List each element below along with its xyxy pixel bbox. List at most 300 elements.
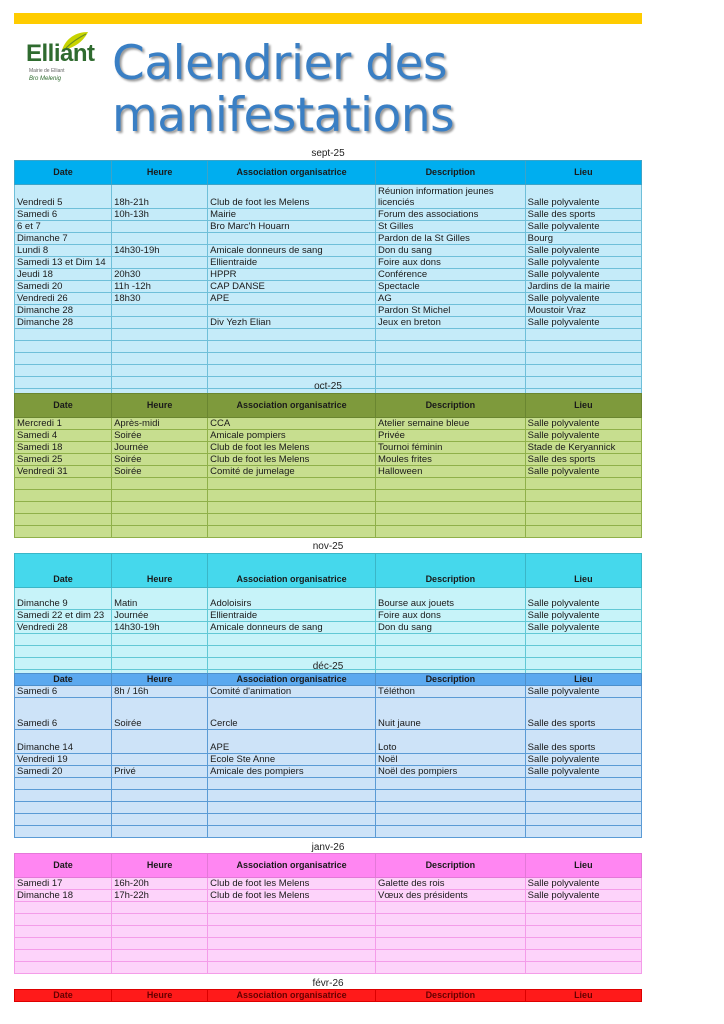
description-cell (376, 814, 526, 826)
time-cell (112, 514, 208, 526)
col-header-description: Description (376, 554, 526, 588)
event-row (15, 317, 642, 329)
association-cell: Comité de jumelage (208, 466, 376, 478)
date-cell: Samedi 13 et Dim 14 (15, 257, 112, 269)
time-cell: Soirée (112, 698, 208, 730)
description-cell: Don du sang (376, 622, 526, 634)
event-row (15, 610, 642, 622)
description-cell (376, 634, 526, 646)
association-cell (208, 814, 376, 826)
col-header-association: Association organisatrice (208, 990, 376, 1002)
table-feb (14, 989, 642, 1002)
description-cell (376, 914, 526, 926)
description-cell: Halloween (376, 466, 526, 478)
date-cell: Dimanche 28 (15, 305, 112, 317)
empty-row (15, 353, 642, 365)
empty-row (15, 514, 642, 526)
association-cell: CCA (208, 418, 376, 430)
empty-row (15, 950, 642, 962)
month-label-dec: déc-25 (312, 661, 344, 672)
date-cell: Vendredi 19 (15, 754, 112, 766)
col-header-description: Description (376, 394, 526, 418)
association-cell (208, 646, 376, 658)
empty-row (15, 365, 642, 377)
col-header-description: Description (376, 161, 526, 185)
empty-row (15, 341, 642, 353)
association-cell: Ecole Ste Anne (208, 754, 376, 766)
place-cell: Salle polyvalente (525, 610, 641, 622)
date-cell: Samedi 20 (15, 766, 112, 778)
description-cell: Conférence (376, 269, 526, 281)
time-cell (112, 365, 208, 377)
place-cell (525, 329, 641, 341)
time-cell (112, 950, 208, 962)
time-cell (112, 221, 208, 233)
date-cell (15, 502, 112, 514)
association-cell: APE (208, 293, 376, 305)
date-cell: Lundi 8 (15, 245, 112, 257)
time-cell (112, 646, 208, 658)
empty-row (15, 790, 642, 802)
date-cell (15, 802, 112, 814)
place-cell (525, 778, 641, 790)
col-header-association: Association organisatrice (208, 394, 376, 418)
time-cell: 8h / 16h (112, 686, 208, 698)
association-cell (208, 634, 376, 646)
col-header-association: Association organisatrice (208, 854, 376, 878)
date-cell (15, 902, 112, 914)
time-cell (112, 341, 208, 353)
col-header-place: Lieu (525, 854, 641, 878)
date-cell: Jeudi 18 (15, 269, 112, 281)
description-cell: Galette des rois (376, 878, 526, 890)
association-cell: Cercle (208, 698, 376, 730)
description-cell: AG (376, 293, 526, 305)
time-cell: Privé (112, 766, 208, 778)
event-row (15, 418, 642, 430)
place-cell: Salle polyvalente (525, 317, 641, 329)
col-header-place: Lieu (525, 990, 641, 1002)
description-cell (376, 778, 526, 790)
event-row (15, 245, 642, 257)
col-header-place: Lieu (525, 161, 641, 185)
empty-row (15, 502, 642, 514)
date-cell (15, 938, 112, 950)
top-accent-bar (14, 13, 642, 24)
empty-row (15, 914, 642, 926)
date-cell: Vendredi 28 (15, 622, 112, 634)
time-cell (112, 526, 208, 538)
date-cell: Vendredi 5 (15, 185, 112, 209)
association-cell: Mairie (208, 209, 376, 221)
empty-row (15, 902, 642, 914)
description-cell (376, 926, 526, 938)
event-row (15, 622, 642, 634)
association-cell: Ellientraide (208, 257, 376, 269)
description-cell (376, 646, 526, 658)
description-cell (376, 526, 526, 538)
event-row (15, 281, 642, 293)
date-cell: Dimanche 9 (15, 588, 112, 610)
association-cell (208, 514, 376, 526)
place-cell: Salle polyvalente (525, 257, 641, 269)
time-cell: 14h30-19h (112, 245, 208, 257)
place-cell (525, 814, 641, 826)
time-cell: Matin (112, 588, 208, 610)
description-cell: Forum des associations (376, 209, 526, 221)
description-cell: Pardon St Michel (376, 305, 526, 317)
date-cell (15, 814, 112, 826)
association-cell: Club de foot les Melens (208, 442, 376, 454)
place-cell: Salle polyvalente (525, 293, 641, 305)
description-cell: St Gilles (376, 221, 526, 233)
table-sep (14, 160, 642, 401)
time-cell (112, 233, 208, 245)
time-cell (112, 914, 208, 926)
col-header-place: Lieu (525, 394, 641, 418)
description-cell (376, 962, 526, 974)
col-header-time: Heure (112, 161, 208, 185)
time-cell: Soirée (112, 454, 208, 466)
description-cell: Nuit jaune (376, 698, 526, 730)
date-cell: 6 et 7 (15, 221, 112, 233)
date-cell: Samedi 17 (15, 878, 112, 890)
logo-tagline: Mairie de Elliant (29, 68, 65, 74)
time-cell (112, 754, 208, 766)
description-cell (376, 502, 526, 514)
place-cell (525, 914, 641, 926)
time-cell (112, 926, 208, 938)
description-cell: Foire aux dons (376, 257, 526, 269)
description-cell: Spectacle (376, 281, 526, 293)
association-cell: Amicale des pompiers (208, 766, 376, 778)
description-cell: Pardon de la St Gilles (376, 233, 526, 245)
time-cell: Journée (112, 610, 208, 622)
event-row (15, 293, 642, 305)
time-cell (112, 329, 208, 341)
col-header-place: Lieu (525, 554, 641, 588)
date-cell (15, 514, 112, 526)
place-cell: Salle polyvalente (525, 686, 641, 698)
col-header-place: Lieu (525, 674, 641, 686)
month-label-oct: oct-25 (314, 381, 342, 392)
time-cell (112, 814, 208, 826)
association-cell: Club de foot les Melens (208, 878, 376, 890)
association-cell (208, 526, 376, 538)
description-cell: Noël des pompiers (376, 766, 526, 778)
description-cell: Téléthon (376, 686, 526, 698)
association-cell: Comité d'animation (208, 686, 376, 698)
time-cell (112, 490, 208, 502)
date-cell (15, 634, 112, 646)
col-header-time: Heure (112, 990, 208, 1002)
time-cell: 17h-22h (112, 890, 208, 902)
event-row (15, 305, 642, 317)
place-cell: Moustoir Vraz (525, 305, 641, 317)
date-cell: Samedi 4 (15, 430, 112, 442)
place-cell (525, 902, 641, 914)
association-cell: Div Yezh Elian (208, 317, 376, 329)
date-cell (15, 329, 112, 341)
col-header-description: Description (376, 674, 526, 686)
month-label-sep: sept-25 (311, 148, 345, 159)
description-cell: Bourse aux jouets (376, 588, 526, 610)
date-cell: Samedi 25 (15, 454, 112, 466)
time-cell: 14h30-19h (112, 622, 208, 634)
time-cell (112, 730, 208, 754)
description-cell (376, 329, 526, 341)
empty-row (15, 826, 642, 838)
empty-row (15, 962, 642, 974)
description-cell (376, 478, 526, 490)
association-cell: Ellientraide (208, 610, 376, 622)
place-cell (525, 826, 641, 838)
time-cell (112, 790, 208, 802)
place-cell: Bourg (525, 233, 641, 245)
date-cell: Samedi 6 (15, 698, 112, 730)
place-cell (525, 646, 641, 658)
date-cell (15, 826, 112, 838)
place-cell: Salle polyvalente (525, 418, 641, 430)
association-cell (208, 305, 376, 317)
time-cell: 18h-21h (112, 185, 208, 209)
association-cell: Amicale donneurs de sang (208, 622, 376, 634)
date-cell (15, 353, 112, 365)
date-cell: Samedi 6 (15, 686, 112, 698)
association-cell (208, 826, 376, 838)
empty-row (15, 634, 642, 646)
description-cell: Moules frites (376, 454, 526, 466)
time-cell (112, 502, 208, 514)
event-row (15, 754, 642, 766)
association-cell (208, 490, 376, 502)
time-cell: 10h-13h (112, 209, 208, 221)
date-cell: Mercredi 1 (15, 418, 112, 430)
association-cell (208, 790, 376, 802)
event-row (15, 185, 642, 209)
time-cell: Après-midi (112, 418, 208, 430)
place-cell: Salle polyvalente (525, 588, 641, 610)
event-row (15, 466, 642, 478)
description-cell: Privée (376, 430, 526, 442)
date-cell (15, 926, 112, 938)
event-row (15, 257, 642, 269)
date-cell (15, 950, 112, 962)
elliant-logo (24, 30, 108, 90)
date-cell: Samedi 20 (15, 281, 112, 293)
table-oct (14, 393, 642, 538)
place-cell (525, 514, 641, 526)
event-row (15, 442, 642, 454)
date-cell (15, 962, 112, 974)
association-cell (208, 902, 376, 914)
date-cell: Dimanche 14 (15, 730, 112, 754)
event-row (15, 430, 642, 442)
time-cell (112, 938, 208, 950)
empty-row (15, 814, 642, 826)
empty-row (15, 802, 642, 814)
description-cell: Don du sang (376, 245, 526, 257)
date-cell: Samedi 18 (15, 442, 112, 454)
place-cell: Salle des sports (525, 698, 641, 730)
association-cell: Amicale pompiers (208, 430, 376, 442)
time-cell (112, 634, 208, 646)
date-cell: Dimanche 7 (15, 233, 112, 245)
place-cell: Salle polyvalente (525, 878, 641, 890)
logo-subtitle: Bro Melenig (29, 76, 62, 82)
col-header-date: Date (15, 854, 112, 878)
table-jan (14, 853, 642, 974)
col-header-date: Date (15, 674, 112, 686)
event-row (15, 221, 642, 233)
date-cell (15, 526, 112, 538)
description-cell (376, 938, 526, 950)
place-cell: Salle des sports (525, 454, 641, 466)
col-header-time: Heure (112, 854, 208, 878)
logo-name: Elliant (26, 40, 95, 67)
page-title: Calendrier des manifestations (112, 36, 455, 143)
col-header-association: Association organisatrice (208, 161, 376, 185)
time-cell (112, 478, 208, 490)
event-row (15, 878, 642, 890)
description-cell (376, 341, 526, 353)
association-cell (208, 365, 376, 377)
description-cell (376, 365, 526, 377)
place-cell (525, 365, 641, 377)
date-cell (15, 790, 112, 802)
association-cell: Amicale donneurs de sang (208, 245, 376, 257)
description-cell (376, 353, 526, 365)
place-cell: Salle polyvalente (525, 430, 641, 442)
empty-row (15, 926, 642, 938)
place-cell: Salle polyvalente (525, 269, 641, 281)
date-cell: Dimanche 18 (15, 890, 112, 902)
time-cell (112, 826, 208, 838)
association-cell: Club de foot les Melens (208, 454, 376, 466)
place-cell: Salle polyvalente (525, 185, 641, 209)
empty-row (15, 490, 642, 502)
time-cell (112, 902, 208, 914)
empty-row (15, 478, 642, 490)
col-header-description: Description (376, 990, 526, 1002)
association-cell (208, 938, 376, 950)
place-cell (525, 962, 641, 974)
association-cell (208, 950, 376, 962)
month-label-feb: févr-26 (312, 978, 344, 989)
col-header-date: Date (15, 554, 112, 588)
association-cell (208, 914, 376, 926)
date-cell (15, 478, 112, 490)
place-cell (525, 502, 641, 514)
association-cell (208, 802, 376, 814)
description-cell: Réunion information jeunes licenciés (376, 185, 526, 209)
table-dec (14, 673, 642, 838)
date-cell (15, 365, 112, 377)
place-cell (525, 353, 641, 365)
association-cell (208, 778, 376, 790)
description-cell (376, 514, 526, 526)
col-header-description: Description (376, 854, 526, 878)
date-cell: Samedi 6 (15, 209, 112, 221)
empty-row (15, 938, 642, 950)
description-cell: Noël (376, 754, 526, 766)
event-row (15, 209, 642, 221)
time-cell (112, 305, 208, 317)
col-header-time: Heure (112, 394, 208, 418)
association-cell: Club de foot les Melens (208, 185, 376, 209)
event-row (15, 686, 642, 698)
association-cell: Club de foot les Melens (208, 890, 376, 902)
event-row (15, 890, 642, 902)
empty-row (15, 646, 642, 658)
event-row (15, 766, 642, 778)
place-cell: Jardins de la mairie (525, 281, 641, 293)
place-cell: Salle polyvalente (525, 221, 641, 233)
time-cell: 16h-20h (112, 878, 208, 890)
description-cell (376, 790, 526, 802)
association-cell (208, 478, 376, 490)
place-cell (525, 341, 641, 353)
col-header-date: Date (15, 394, 112, 418)
col-header-association: Association organisatrice (208, 554, 376, 588)
col-header-date: Date (15, 990, 112, 1002)
event-row (15, 269, 642, 281)
description-cell (376, 826, 526, 838)
place-cell: Salle des sports (525, 209, 641, 221)
time-cell (112, 778, 208, 790)
place-cell (525, 478, 641, 490)
description-cell: Vœux des présidents (376, 890, 526, 902)
association-cell: APE (208, 730, 376, 754)
time-cell: 20h30 (112, 269, 208, 281)
association-cell (208, 926, 376, 938)
association-cell: Adoloisirs (208, 588, 376, 610)
event-row (15, 588, 642, 610)
time-cell: Soirée (112, 466, 208, 478)
place-cell: Salle polyvalente (525, 766, 641, 778)
date-cell: Samedi 22 et dim 23 (15, 610, 112, 622)
col-header-time: Heure (112, 674, 208, 686)
time-cell (112, 962, 208, 974)
time-cell (112, 257, 208, 269)
date-cell: Dimanche 28 (15, 317, 112, 329)
place-cell (525, 938, 641, 950)
date-cell: Vendredi 31 (15, 466, 112, 478)
description-cell: Foire aux dons (376, 610, 526, 622)
place-cell (525, 490, 641, 502)
place-cell (525, 802, 641, 814)
empty-row (15, 329, 642, 341)
place-cell: Salle des sports (525, 730, 641, 754)
col-header-association: Association organisatrice (208, 674, 376, 686)
date-cell (15, 646, 112, 658)
description-cell (376, 950, 526, 962)
description-cell (376, 802, 526, 814)
place-cell (525, 950, 641, 962)
event-row (15, 233, 642, 245)
association-cell (208, 329, 376, 341)
date-cell (15, 341, 112, 353)
place-cell: Salle polyvalente (525, 622, 641, 634)
event-row (15, 730, 642, 754)
place-cell: Salle polyvalente (525, 754, 641, 766)
association-cell (208, 233, 376, 245)
place-cell (525, 790, 641, 802)
event-row (15, 454, 642, 466)
association-cell (208, 353, 376, 365)
empty-row (15, 778, 642, 790)
col-header-date: Date (15, 161, 112, 185)
